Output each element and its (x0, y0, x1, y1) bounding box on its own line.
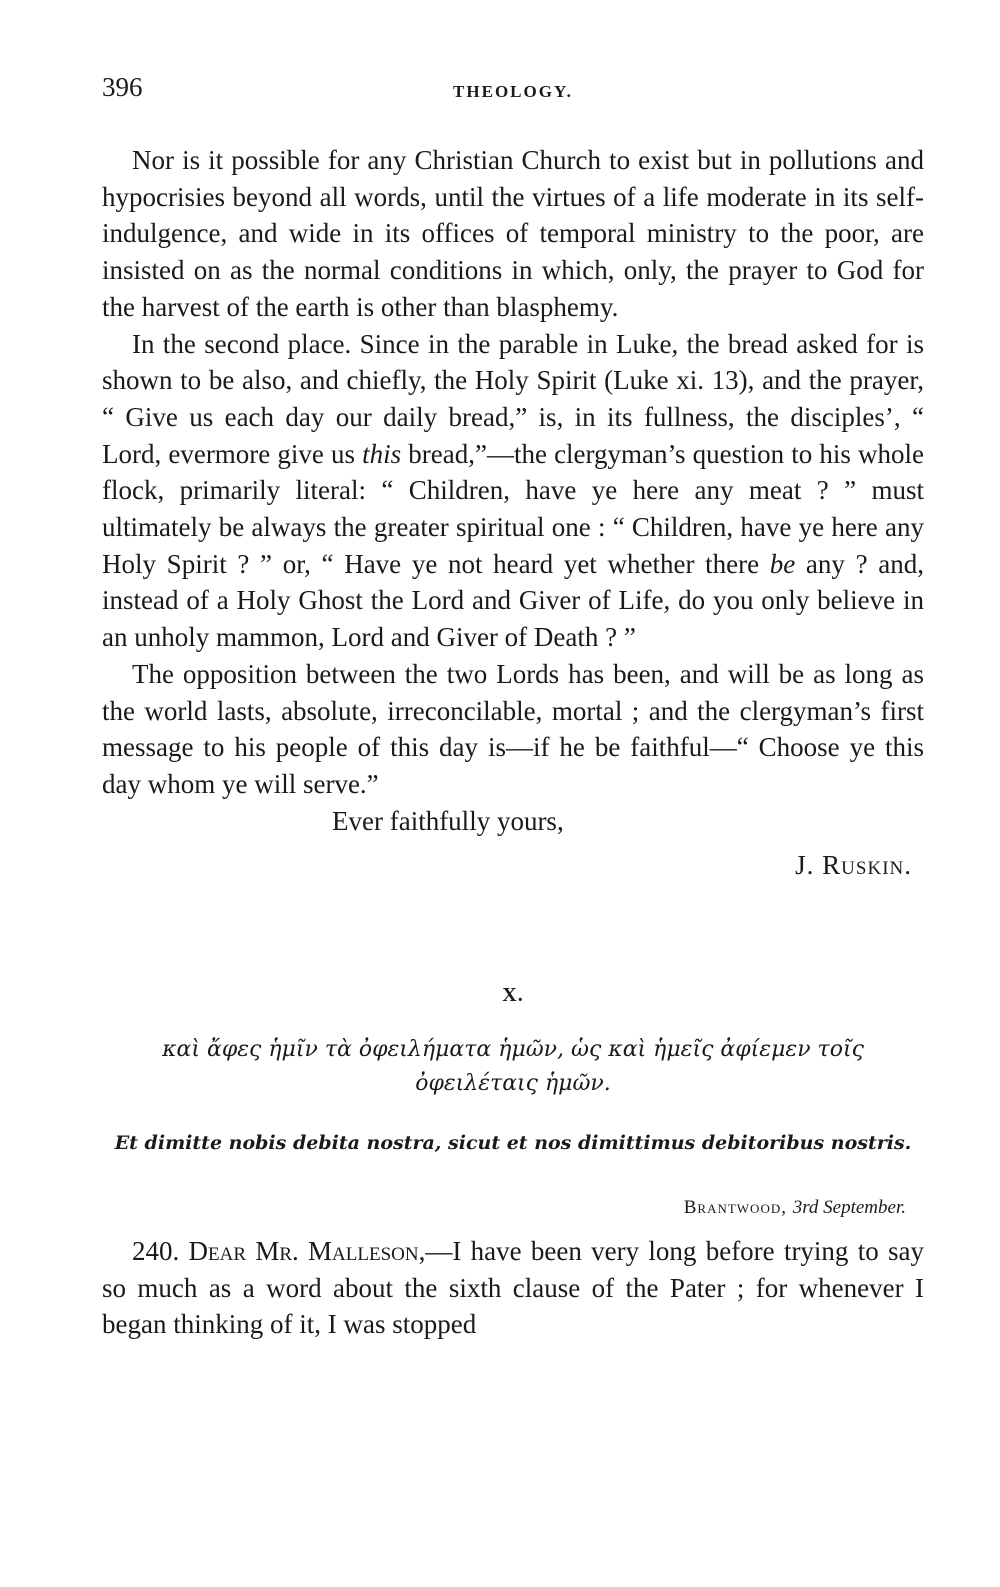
running-head: THEOLOGY. (453, 82, 573, 101)
latin-epigraph: Et dimitte nobis debita nostra, sicut et nos dimittimus debitoribus nostris. (114, 1132, 912, 1155)
signature-name: Ruskin. (822, 850, 912, 881)
dateline-place: Brantwood, (683, 1197, 793, 1219)
paragraph-text: any ? and, instead of a Holy Ghost the Lord and Giver of Life, do you only believe in an unholy mammon, Lord and Giver of Death ? ” (102, 548, 924, 653)
signature (102, 847, 924, 884)
dateline-date: 3rd September. (792, 1197, 906, 1219)
book-page (102, 72, 924, 1343)
paragraph-text: In the second place. Since in the parable in Luke, the bread asked for is shown to be also, and chiefly, the Holy Spirit (Luke xi. 13), and the prayer, “ Give us each day our daily bread,” is, in its fullness, the disciples’, “ Lord, evermore give us (102, 328, 924, 469)
letter-text: —I have been very long before trying to say so much as a word about the sixth clause of the Pater ; for whenever I began thinking of it, I was stopped (102, 1236, 925, 1340)
page-header (102, 72, 924, 112)
emphasis-this: this (362, 438, 402, 469)
emphasis-be: be (769, 548, 796, 579)
dateline (102, 1197, 924, 1219)
paragraph-nor-is-it-possible: Nor is it possible for any Christian Church to exist but in pollutions and hypocrisies beyond all words, until the virtues of a life moderate in its self-indulgence, and wide in its offices of temporal ministry to the poor, are insisted on as the normal conditions in which, only, the prayer to God for the harvest of the earth is other than blasphemy. (102, 145, 924, 322)
letter-number: 240. (132, 1236, 189, 1267)
letter-closing: Ever faithfully yours, (332, 805, 564, 836)
paragraph-opposition: The opposition between the two Lords has been, and will be as long as the world lasts, absolute, irreconcilable, mortal ; and the clergyman’s first message to his people of this day is—if he be faithful—“ Choose ye this day whom ye will serve.” (102, 658, 924, 799)
salutation: Dear Mr. Malleson, (188, 1236, 426, 1267)
greek-epigraph: καὶ ἄφες ἡμῖν τὰ ὀφειλήματα ἡμῶν, ὡς καὶ ἡμεῖς ἀφίεμεν τοῖς ὀφειλέταις ἡμῶν. (162, 1037, 864, 1097)
signature-initial: J. (795, 850, 823, 881)
paragraph-second-place (102, 326, 924, 656)
letter-opening-paragraph (102, 1233, 924, 1343)
page-number: 396 (102, 72, 143, 102)
section-number: X. (502, 984, 524, 1007)
paragraph-text: bread,”—the clergyman’s question to his whole flock, primarily literal: “ Children, have ye here any meat ? ” must ultimately be always the greater spiritual one : “ Children, have ye here any Holy Spirit ? ” or, “ Have ye not heard yet whether there (102, 438, 924, 579)
